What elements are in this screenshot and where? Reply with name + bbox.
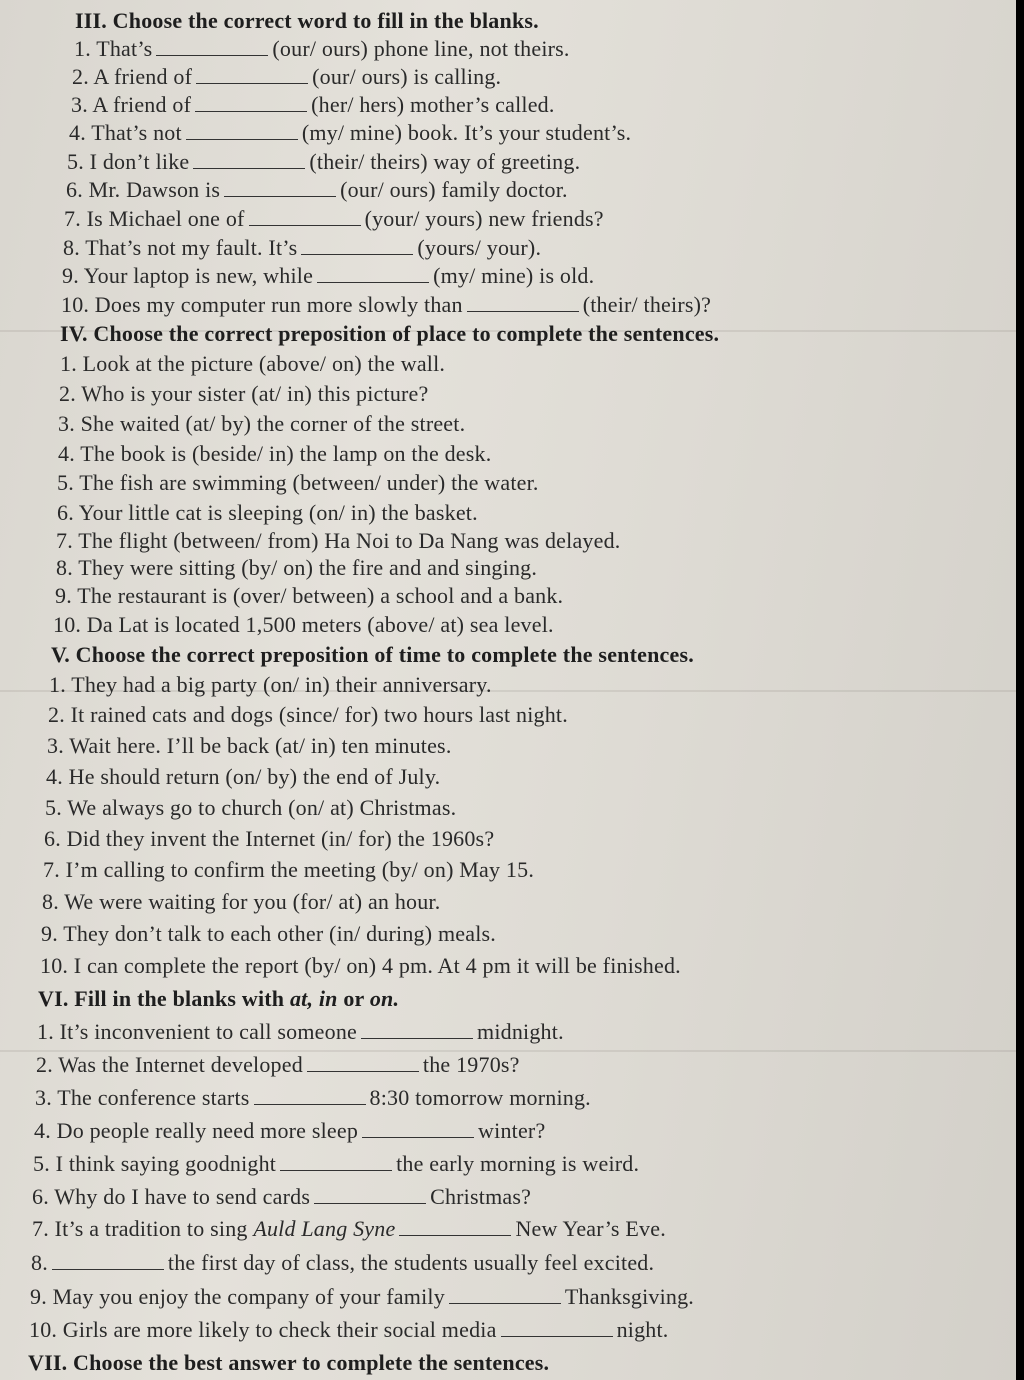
exercise-line: 1. That’s (our/ ours) phone line, not theirs. [74, 36, 570, 61]
answer-blank[interactable] [249, 207, 361, 226]
answer-blank[interactable] [156, 37, 268, 56]
exercise-line: 6. Mr. Dawson is (our/ ours) family doctor. [66, 177, 568, 202]
exercise-line: 5. I think saying goodnight the early morning is weird. [33, 1151, 640, 1176]
exercise-line: 6. Why do I have to send cards Christmas? [32, 1184, 532, 1209]
answer-blank[interactable] [186, 121, 298, 140]
exercise-line: 5. I don’t like (their/ theirs) way of greeting. [67, 149, 581, 174]
answer-blank[interactable] [52, 1251, 164, 1270]
answer-blank[interactable] [301, 236, 413, 255]
exercise-line: 4. Do people really need more sleep winter? [34, 1118, 546, 1143]
exercise-line: 7. It’s a tradition to sing Auld Lang Syne New Year’s Eve. [32, 1216, 666, 1241]
exercise-line: 10. Girls are more likely to check their social media night. [29, 1317, 669, 1342]
exercise-line: 10. Does my computer run more slowly than (their/ theirs)? [61, 292, 712, 317]
exercise-line: 3. Wait here. I’ll be back (at/ in) ten minutes. [47, 733, 452, 758]
section-3-heading: III. Choose the correct word to fill in the blanks. [75, 8, 539, 33]
answer-blank[interactable] [501, 1318, 613, 1337]
exercise-line: 2. Who is your sister (at/ in) this picture? [59, 381, 429, 406]
exercise-line: 1. Look at the picture (above/ on) the wall. [60, 351, 446, 376]
answer-blank[interactable] [195, 93, 307, 112]
exercise-line: 3. A friend of (her/ hers) mother’s called. [71, 92, 555, 117]
exercise-line: 7. I’m calling to confirm the meeting (by/ on) May 15. [43, 857, 535, 882]
exercise-line: 10. Da Lat is located 1,500 meters (above/ at) sea level. [53, 612, 554, 637]
answer-blank[interactable] [467, 293, 579, 312]
section-6-heading: VI. Fill in the blanks with at, in or on. [38, 986, 400, 1011]
answer-blank[interactable] [196, 65, 308, 84]
exercise-line: 2. A friend of (our/ ours) is calling. [72, 64, 502, 89]
section-7-heading: VII. Choose the best answer to complete the sentences. [28, 1350, 550, 1375]
exercise-line: 3. She waited (at/ by) the corner of the street. [58, 411, 466, 436]
exercise-line: 1. They had a big party (on/ in) their anniversary. [49, 672, 492, 697]
section-4-heading: IV. Choose the correct preposition of place to complete the sentences. [60, 321, 720, 346]
exercise-line: 4. He should return (on/ by) the end of July. [46, 764, 441, 789]
exercise-line: 3. The conference starts 8:30 tomorrow morning. [35, 1085, 591, 1110]
answer-blank[interactable] [362, 1119, 474, 1138]
exercise-line: 2. It rained cats and dogs (since/ for) two hours last night. [48, 702, 568, 727]
exercise-line: 4. That’s not (my/ mine) book. It’s your student’s. [69, 120, 632, 145]
exercise-line: 2. Was the Internet developed the 1970s? [36, 1052, 520, 1077]
exercise-line: 9. May you enjoy the company of your family Thanksgiving. [30, 1284, 694, 1309]
section-5-heading: V. Choose the correct preposition of time to complete the sentences. [51, 642, 694, 667]
answer-blank[interactable] [224, 178, 336, 197]
answer-blank[interactable] [314, 1185, 426, 1204]
exercise-line: 8. That’s not my fault. It’s (yours/ your). [63, 235, 542, 260]
answer-blank[interactable] [361, 1020, 473, 1039]
exercise-line: 6. Did they invent the Internet (in/ for) the 1960s? [44, 826, 495, 851]
exercise-line: 5. The fish are swimming (between/ under) the water. [57, 470, 539, 495]
exercise-line: 1. It’s inconvenient to call someone midnight. [37, 1019, 564, 1044]
exercise-line: 8. the first day of class, the students usually feel excited. [31, 1250, 655, 1275]
exercise-line: 5. We always go to church (on/ at) Christmas. [45, 795, 457, 820]
exercise-line: 7. Is Michael one of (your/ yours) new friends? [64, 206, 604, 231]
answer-blank[interactable] [399, 1217, 511, 1236]
answer-blank[interactable] [280, 1152, 392, 1171]
exercise-line: 9. Your laptop is new, while (my/ mine) is old. [62, 263, 595, 288]
answer-blank[interactable] [193, 150, 305, 169]
exercise-line: 4. The book is (beside/ in) the lamp on the desk. [58, 441, 492, 466]
exercise-line: 9. The restaurant is (over/ between) a school and a bank. [55, 583, 564, 608]
answer-blank[interactable] [254, 1086, 366, 1105]
exercise-line: 9. They don’t talk to each other (in/ during) meals. [41, 921, 496, 946]
exercise-line: 7. The flight (between/ from) Ha Noi to Da Nang was delayed. [56, 528, 621, 553]
answer-blank[interactable] [317, 264, 429, 283]
exercise-line: 6. Your little cat is sleeping (on/ in) the basket. [57, 500, 478, 525]
answer-blank[interactable] [449, 1285, 561, 1304]
exercise-line: 8. They were sitting (by/ on) the fire and and singing. [56, 555, 538, 580]
answer-blank[interactable] [307, 1053, 419, 1072]
exercise-line: 8. We were waiting for you (for/ at) an hour. [42, 889, 441, 914]
exercise-line: 10. I can complete the report (by/ on) 4 pm. At 4 pm it will be finished. [40, 953, 681, 978]
